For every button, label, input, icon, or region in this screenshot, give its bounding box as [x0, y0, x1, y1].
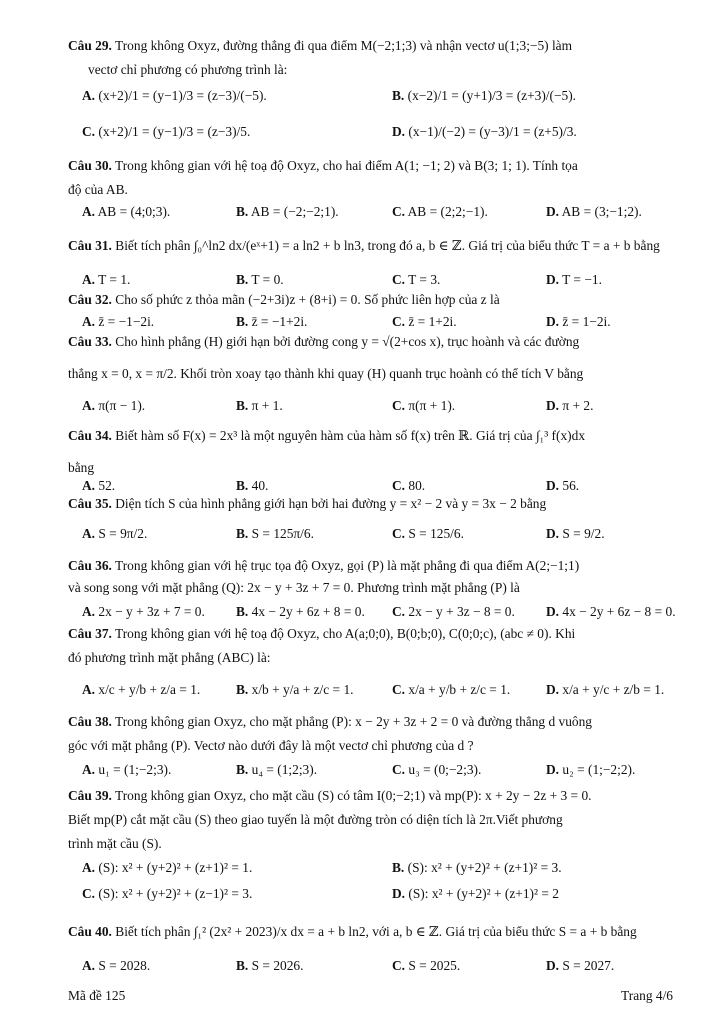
- question-34-line-2: bằng: [68, 460, 95, 475]
- question-31-option-d[interactable]: D. T = −1.: [546, 272, 602, 287]
- question-29-line-2: vectơ chỉ phương có phương trình là:: [88, 62, 288, 77]
- question-35-option-b[interactable]: B. S = 125π/6.: [236, 526, 314, 541]
- question-29-option-a[interactable]: A. (x+2)/1 = (y−1)/3 = (z−3)/(−5).: [82, 88, 267, 103]
- question-40-option-a[interactable]: A. S = 2028.: [82, 958, 151, 973]
- question-31-option-c[interactable]: C. T = 3.: [392, 272, 441, 287]
- question-30-option-c[interactable]: C. AB = (2;2;−1).: [392, 204, 488, 219]
- question-31-stem: Câu 31. Biết tích phân ∫₀^ln2 dx/(eˣ+1) = a ln2 + b ln3, trong đó a, b ∈ ℤ. Giá trị của biểu thức T = a + b bằng: [68, 238, 660, 253]
- question-39-option-d[interactable]: D. (S): x² + (y+2)² + (z+1)² = 2: [392, 886, 559, 901]
- question-36-stem: Câu 36. Trong không gian với hệ trục tọa độ Oxyz, gọi (P) là mặt phẳng đi qua điểm A(2;−1;1): [68, 558, 580, 573]
- question-36-line-1: Trong không gian với hệ trục tọa độ Oxyz, gọi (P) là mặt phẳng đi qua điểm A(2;−1;1): [115, 558, 580, 573]
- question-36-option-a[interactable]: A. 2x − y + 3z + 7 = 0.: [82, 604, 205, 619]
- question-40-option-c[interactable]: C. S = 2025.: [392, 958, 461, 973]
- question-40-stem: Câu 40. Biết tích phân ∫₁² (2x² + 2023)/x dx = a + b ln2, với a, b ∈ ℤ. Giá trị của biểu thức S = a + b bằng: [68, 924, 637, 939]
- page-number: Trang 4/6: [621, 988, 673, 1003]
- question-37-line-1: Trong không gian với hệ toạ độ Oxyz, cho A(a;0;0), B(0;b;0), C(0;0;c), (abc ≠ 0). Khi: [115, 626, 576, 641]
- question-33-stem: Câu 33. Cho hình phẳng (H) giới hạn bởi đường cong y = √(2+cos x), trục hoành và các đường: [68, 334, 580, 349]
- question-33-option-d[interactable]: D. π + 2.: [546, 398, 594, 413]
- question-34-option-a[interactable]: A. 52.: [82, 478, 116, 493]
- question-37-line-2: đó phương trình mặt phẳng (ABC) là:: [68, 650, 271, 665]
- question-34-option-c[interactable]: C. 80.: [392, 478, 426, 493]
- question-32-stem: Câu 32. Cho số phức z thỏa mãn (−2+3i)z + (8+i) = 0. Số phức liên hợp của z là: [68, 292, 500, 307]
- question-40-line-1: Biết tích phân ∫₁² (2x² + 2023)/x dx = a + b ln2, với a, b ∈ ℤ. Giá trị của biểu thức S = a + b bằng: [115, 924, 637, 939]
- question-35-option-d[interactable]: D. S = 9/2.: [546, 526, 605, 541]
- question-37-option-b[interactable]: B. x/b + y/a + z/c = 1.: [236, 682, 354, 697]
- question-38-option-c[interactable]: C. u₃ = (0;−2;3).: [392, 762, 482, 777]
- question-32-option-b[interactable]: B. z̄ = −1+2i.: [236, 314, 308, 329]
- question-38-option-a[interactable]: A. u₁ = (1;−2;3).: [82, 762, 172, 777]
- question-30-line-1: Trong không gian với hệ toạ độ Oxyz, cho hai điểm A(1; −1; 2) và B(3; 1; 1). Tính tọa: [115, 158, 578, 173]
- question-32-option-d[interactable]: D. z̄ = 1−2i.: [546, 314, 611, 329]
- question-34-option-b[interactable]: B. 40.: [236, 478, 269, 493]
- question-29-option-b[interactable]: B. (x−2)/1 = (y+1)/3 = (z+3)/(−5).: [392, 88, 577, 103]
- question-33-option-b[interactable]: B. π + 1.: [236, 398, 283, 413]
- question-39-line-3: trình mặt cầu (S).: [68, 836, 162, 851]
- question-33-line-2: thẳng x = 0, x = π/2. Khối tròn xoay tạo thành khi quay (H) quanh trục hoành có thể tích V bằng: [68, 366, 584, 381]
- question-39-line-2: Biết mp(P) cắt mặt cầu (S) theo giao tuyến là một đường tròn có diện tích là 2π.Viết phương: [68, 812, 563, 827]
- question-38-line-1: Trong không gian Oxyz, cho mặt phẳng (P): x − 2y + 3z + 2 = 0 và đường thẳng d vuông: [115, 714, 592, 729]
- question-35-stem: Câu 35. Diện tích S của hình phẳng giới hạn bởi hai đường y = x² − 2 và y = 3x − 2 bằng: [68, 496, 547, 511]
- question-40-option-d[interactable]: D. S = 2027.: [546, 958, 615, 973]
- question-29-stem: Câu 29. Trong không Oxyz, đường thẳng đi qua điểm M(−2;1;3) và nhận vectơ u(1;3;−5) làm: [68, 38, 573, 53]
- question-31-option-b[interactable]: B. T = 0.: [236, 272, 284, 287]
- question-32-option-a[interactable]: A. z̄ = −1−2i.: [82, 314, 155, 329]
- question-38-stem: Câu 38. Trong không gian Oxyz, cho mặt phẳng (P): x − 2y + 3z + 2 = 0 và đường thẳng d vuông: [68, 714, 592, 729]
- question-37-option-c[interactable]: C. x/a + y/b + z/c = 1.: [392, 682, 511, 697]
- question-34-stem: Câu 34. Biết hàm số F(x) = 2x³ là một nguyên hàm của hàm số f(x) trên ℝ. Giá trị của ∫₁³ f(x)dx: [68, 428, 586, 443]
- question-32-option-c[interactable]: C. z̄ = 1+2i.: [392, 314, 457, 329]
- question-36-option-c[interactable]: C. 2x − y + 3z − 8 = 0.: [392, 604, 515, 619]
- question-39-option-a[interactable]: A. (S): x² + (y+2)² + (z+1)² = 1.: [82, 860, 253, 875]
- question-30-option-b[interactable]: B. AB = (−2;−2;1).: [236, 204, 339, 219]
- question-36-option-d[interactable]: D. 4x − 2y + 6z − 8 = 0.: [546, 604, 676, 619]
- question-31-line-1: Biết tích phân ∫₀^ln2 dx/(eˣ+1) = a ln2 + b ln3, trong đó a, b ∈ ℤ. Giá trị của biểu thức T = a + b bằng: [115, 238, 660, 253]
- question-32-line-1: Cho số phức z thỏa mãn (−2+3i)z + (8+i) = 0. Số phức liên hợp của z là: [115, 292, 500, 307]
- question-39-option-b[interactable]: B. (S): x² + (y+2)² + (z+1)² = 3.: [392, 860, 562, 875]
- question-38-line-2: góc với mặt phẳng (P). Vectơ nào dưới đây là một vectơ chỉ phương của d ?: [68, 738, 474, 753]
- question-31-option-a[interactable]: A. T = 1.: [82, 272, 131, 287]
- question-34-line-1: Biết hàm số F(x) = 2x³ là một nguyên hàm của hàm số f(x) trên ℝ. Giá trị của ∫₁³ f(x)dx: [115, 428, 586, 443]
- question-30-option-d[interactable]: D. AB = (3;−1;2).: [546, 204, 642, 219]
- question-37-option-a[interactable]: A. x/c + y/b + z/a = 1.: [82, 682, 201, 697]
- question-33-option-a[interactable]: A. π(π − 1).: [82, 398, 146, 413]
- question-35-line-1: Diện tích S của hình phẳng giới hạn bởi hai đường y = x² − 2 và y = 3x − 2 bằng: [115, 496, 547, 511]
- exam-code: Mã đề 125: [68, 988, 126, 1003]
- question-39-stem: Câu 39. Trong không gian Oxyz, cho mặt cầu (S) có tâm I(0;−2;1) và mp(P): x + 2y − 2z + 3 = 0.: [68, 788, 592, 803]
- question-34-option-d[interactable]: D. 56.: [546, 478, 580, 493]
- question-30-stem: Câu 30. Trong không gian với hệ toạ độ Oxyz, cho hai điểm A(1; −1; 2) và B(3; 1; 1). Tính tọa: [68, 158, 578, 173]
- question-40-option-b[interactable]: B. S = 2026.: [236, 958, 304, 973]
- question-29-option-d[interactable]: D. (x−1)/(−2) = (y−3)/1 = (z+5)/3.: [392, 124, 577, 139]
- question-30-line-2: độ của AB.: [68, 182, 128, 197]
- question-38-option-b[interactable]: B. u₄ = (1;2;3).: [236, 762, 318, 777]
- question-36-line-2: và song song với mặt phẳng (Q): 2x − y + 3z + 7 = 0. Phương trình mặt phẳng (P) là: [68, 580, 520, 595]
- question-36-option-b[interactable]: B. 4x − 2y + 6z + 8 = 0.: [236, 604, 365, 619]
- question-39-option-c[interactable]: C. (S): x² + (y+2)² + (z−1)² = 3.: [82, 886, 253, 901]
- question-35-option-a[interactable]: A. S = 9π/2.: [82, 526, 148, 541]
- question-30-option-a[interactable]: A. AB = (4;0;3).: [82, 204, 171, 219]
- question-37-option-d[interactable]: D. x/a + y/c + z/b = 1.: [546, 682, 665, 697]
- question-38-option-d[interactable]: D. u₂ = (1;−2;2).: [546, 762, 636, 777]
- question-29-line-1: Trong không Oxyz, đường thẳng đi qua điểm M(−2;1;3) và nhận vectơ u(1;3;−5) làm: [115, 38, 573, 53]
- question-39-line-1: Trong không gian Oxyz, cho mặt cầu (S) có tâm I(0;−2;1) và mp(P): x + 2y − 2z + 3 = 0.: [115, 788, 592, 803]
- question-29-option-c[interactable]: C. (x+2)/1 = (y−1)/3 = (z−3)/5.: [82, 124, 251, 139]
- question-37-stem: Câu 37. Trong không gian với hệ toạ độ Oxyz, cho A(a;0;0), B(0;b;0), C(0;0;c), (abc ≠ 0). Khi: [68, 626, 576, 641]
- question-33-option-c[interactable]: C. π(π + 1).: [392, 398, 456, 413]
- question-33-line-1: Cho hình phẳng (H) giới hạn bởi đường cong y = √(2+cos x), trục hoành và các đường: [115, 334, 580, 349]
- question-35-option-c[interactable]: C. S = 125/6.: [392, 526, 464, 541]
